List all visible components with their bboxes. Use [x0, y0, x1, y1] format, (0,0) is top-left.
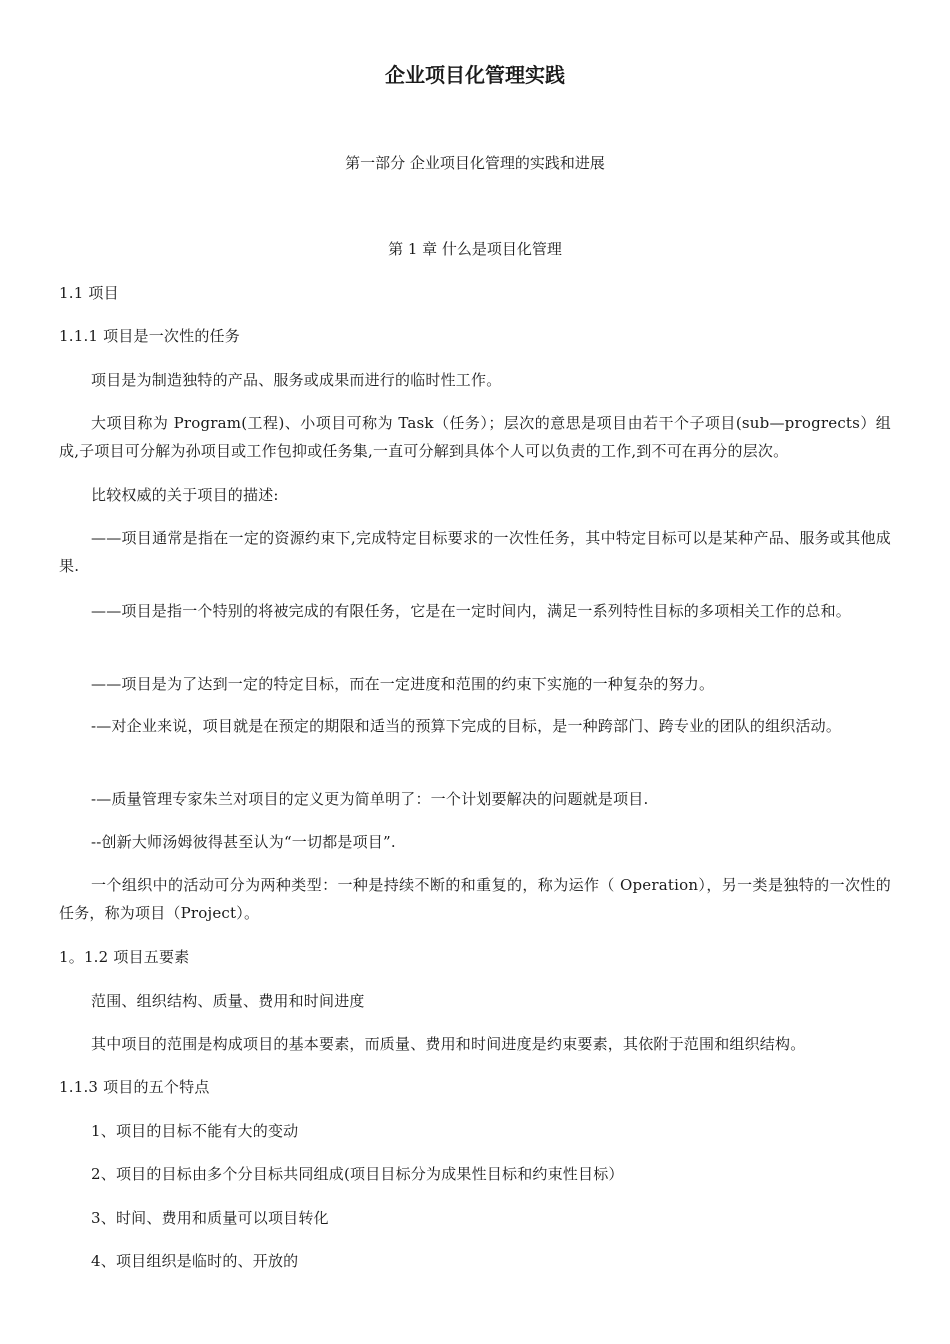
list-item: 4、项目组织是临时的、开放的 — [91, 1252, 299, 1270]
paragraph: 大项目称为 Program(工程)、小项目可称为 Task（任务）；层次的意思是项目由若干个子项目(sub—progrects）组成,子项目可分解为孙项目或工作包抑或任务集,一直可分解到具体个人可以负责的工作,到不可在再分的层次。 — [59, 414, 891, 460]
section-heading-1-1-2: 1。1.2 项目五要素 — [59, 948, 190, 966]
list-item: 1、项目的目标不能有大的变动 — [91, 1122, 299, 1140]
document-title: 企业项目化管理实践 — [385, 63, 565, 87]
paragraph: ——项目是指一个特别的将被完成的有限任务，它是在一定时间内，满足一系列特性目标的多项相关工作的总和。 — [91, 602, 852, 620]
list-item: 3、时间、费用和质量可以项目转化 — [91, 1209, 329, 1227]
paragraph: 一个组织中的活动可分为两种类型：一种是持续不断的和重复的，称为运作（ Operation），另一类是独特的一次性的任务，称为项目（Project）。 — [59, 876, 891, 922]
paragraph: --创新大师汤姆彼得甚至认为“一切都是项目”. — [91, 833, 396, 851]
paragraph: ——项目是为了达到一定的特定目标，而在一定进度和范围的约束下实施的一种复杂的努力。 — [91, 675, 715, 693]
paragraph: ——项目通常是指在一定的资源约束下,完成特定目标要求的一次性任务，其中特定目标可以是某种产品、服务或其他成果. — [59, 529, 891, 575]
list-item: 2、项目的目标由多个分目标共同组成(项目目标分为成果性目标和约束性目标） — [91, 1165, 624, 1183]
paragraph: 范围、组织结构、质量、费用和时间进度 — [91, 992, 365, 1010]
section-heading-1-1-1: 1.1.1 项目是一次性的任务 — [59, 327, 240, 345]
paragraph: 比较权威的关于项目的描述: — [91, 486, 279, 504]
paragraph: -—对企业来说，项目就是在预定的期限和适当的预算下完成的目标，是一种跨部门、跨专业的团队的组织活动。 — [91, 717, 842, 735]
paragraph: 其中项目的范围是构成项目的基本要素，而质量、费用和时间进度是约束要素，其依附于范围和组织结构。 — [91, 1035, 806, 1053]
section-heading-1-1-3: 1.1.3 项目的五个特点 — [59, 1078, 210, 1096]
chapter-heading: 第 1 章 什么是项目化管理 — [388, 240, 562, 258]
part-heading: 第一部分 企业项目化管理的实践和进展 — [345, 154, 605, 172]
section-heading-1-1: 1.1 项目 — [59, 284, 119, 302]
paragraph: -—质量管理专家朱兰对项目的定义更为简单明了：一个计划要解决的问题就是项目. — [91, 790, 649, 808]
paragraph: 项目是为制造独特的产品、服务或成果而进行的临时性工作。 — [91, 371, 502, 389]
